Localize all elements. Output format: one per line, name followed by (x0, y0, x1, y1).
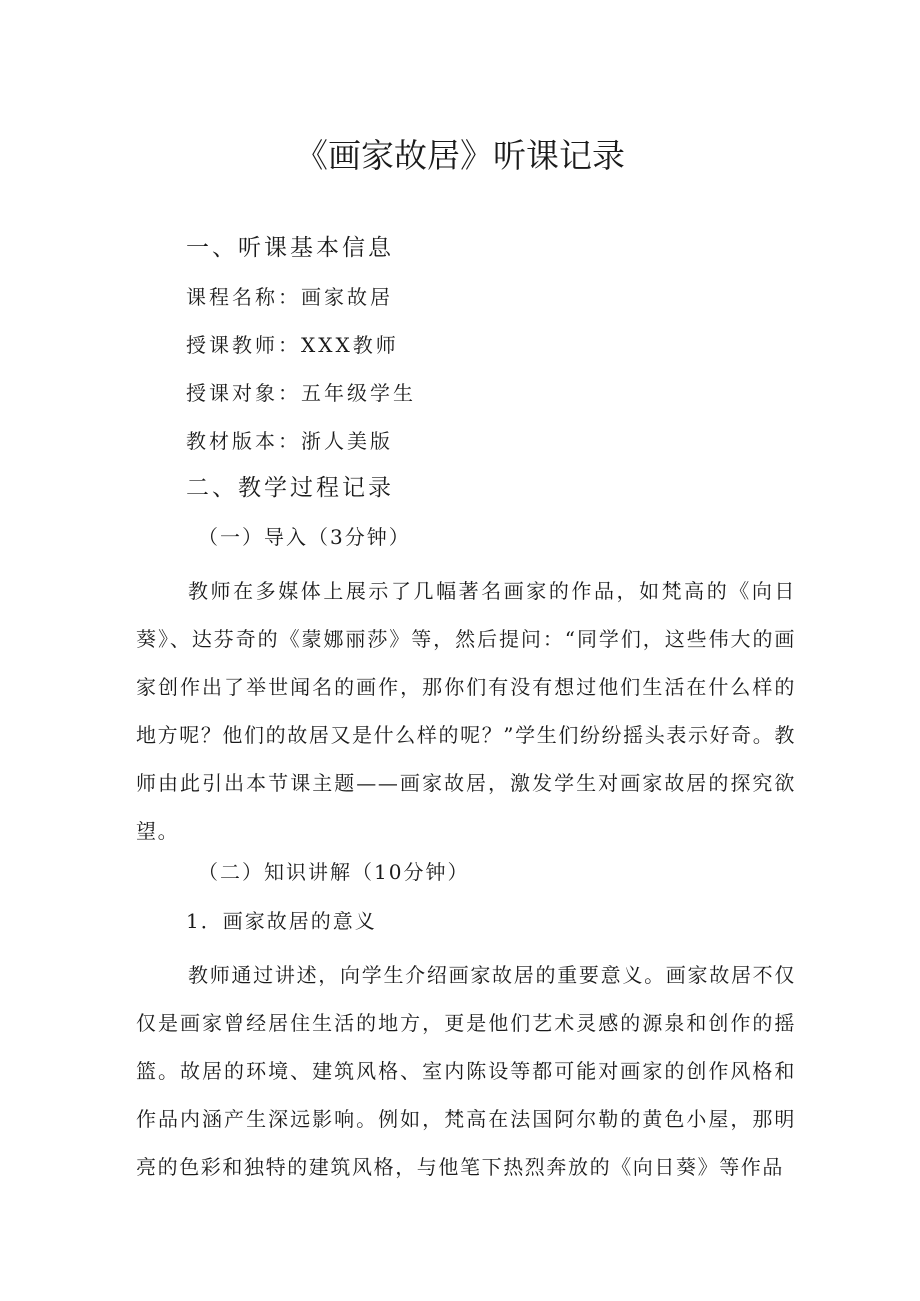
part2-heading: （二）知识讲解（10分钟） (198, 860, 470, 884)
audience-line: 授课对象：五年级学生 (186, 381, 416, 405)
course-name-line: 课程名称：画家故居 (186, 285, 393, 309)
part1-heading: （一）导入（3分钟） (198, 525, 411, 549)
section1-heading: 一、听课基本信息 (186, 235, 394, 261)
document-title: 《画家故居》听课记录 (295, 136, 625, 175)
teacher-line: 授课教师：XXX教师 (186, 333, 399, 357)
item1-heading: 1．画家故居的意义 (186, 909, 377, 933)
item1-paragraph: 教师通过讲述，向学生介绍画家故居的重要意义。画家故居不仅仅是画家曾经居住生活的地方，更是他们艺术灵感的源泉和创作的摇篮。故居的环境、建筑风格、室内陈设等都可能对画家的创作风格和作品内涵产生深远影响。例如，梵高在法国阿尔勒的黄色小屋，那明亮的色彩和独特的建筑风格，与他笔下热烈奔放的《向日葵》等作品 (136, 963, 796, 1179)
part1-paragraph: 教师在多媒体上展示了几幅著名画家的作品，如梵高的《向日葵》、达芬奇的《蒙娜丽莎》等，然后提问：“同学们，这些伟大的画家创作出了举世闻名的画作，那你们有没有想过他们生活在什么样的地方呢？他们的故居又是什么样的呢？”学生们纷纷摇头表示好奇。教师由此引出本节课主题——画家故居，激发学生对画家故居的探究欲望。 (136, 579, 796, 843)
edition-line: 教材版本：浙人美版 (186, 429, 393, 453)
section2-heading: 二、教学过程记录 (186, 475, 394, 501)
